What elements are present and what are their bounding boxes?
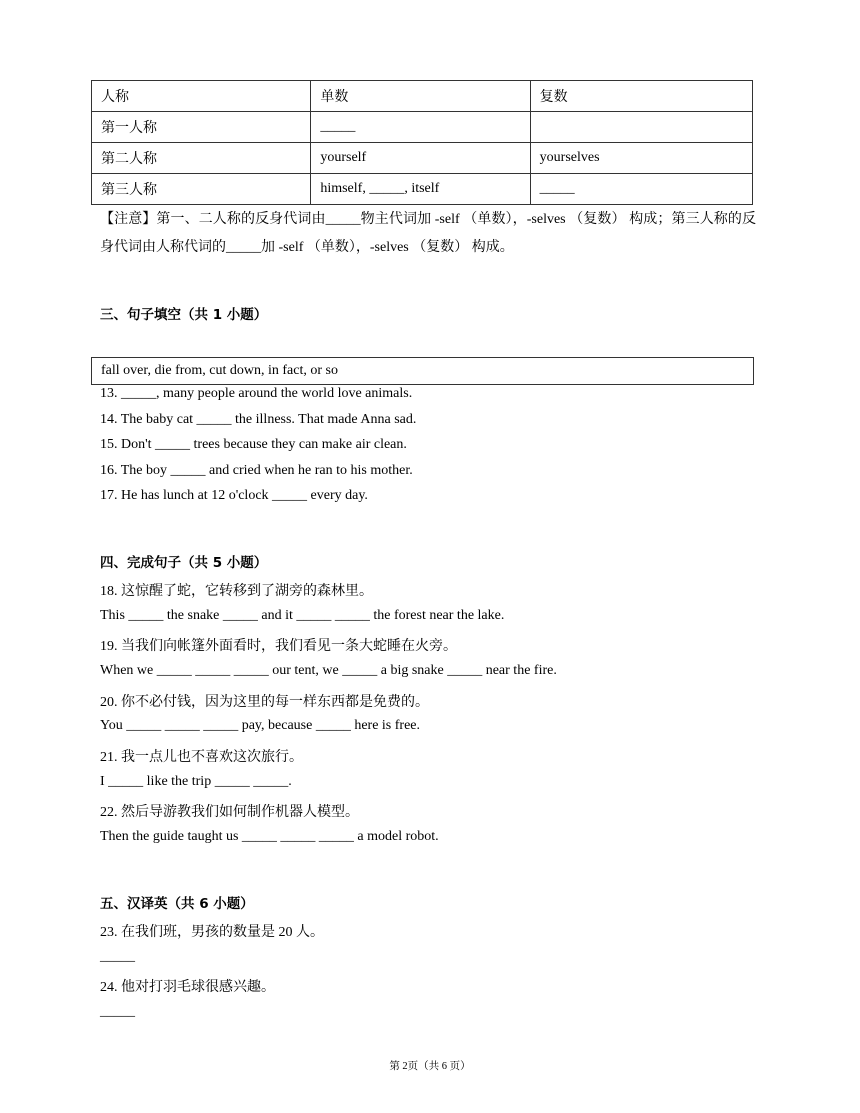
word-bank-box: fall over, die from, cut down, in fact, or so [91, 357, 754, 385]
question-english: When we _____ _____ _____ our tent, we _____ a big snake _____ near the fire. [100, 663, 557, 678]
table-row [92, 112, 753, 143]
question-item: 17. He has lunch at 12 o'clock _____ every day. [100, 488, 368, 503]
table-cell: _____ [311, 112, 530, 143]
table-cell: _____ [530, 174, 752, 205]
question-item: 16. The boy _____ and cried when he ran to his mother. [100, 463, 413, 478]
table-row [92, 143, 753, 174]
table-cell: 人称 [92, 81, 311, 112]
pronoun-table [91, 80, 753, 205]
section-heading-3: 三、句子填空（共 1 小题） [100, 307, 268, 323]
table-cell: 复数 [530, 81, 752, 112]
answer-blank: _____ [100, 1004, 135, 1019]
question-english: Then the guide taught us _____ _____ _____ a model robot. [100, 829, 439, 844]
question-chinese: 19. 当我们向帐篷外面看时，我们看见一条大蛇睡在火旁。 [100, 639, 457, 654]
table-cell: 第二人称 [92, 143, 311, 174]
question-chinese: 21. 我一点儿也不喜欢这次旅行。 [100, 750, 303, 765]
question-item: 14. The baby cat _____ the illness. That made Anna sad. [100, 412, 417, 427]
note-paragraph: 【注意】第一、二人称的反身代词由_____物主代词加 -self （单数），-selves （复数） 构成；第三人称的反身代词由人称代词的_____加 -self （单数），-selves （复数） 构成。 [100, 212, 756, 255]
table-cell: yourself [311, 143, 530, 174]
question-chinese: 24. 他对打羽毛球很感兴趣。 [100, 980, 275, 995]
question-item: 13. _____, many people around the world love animals. [100, 386, 413, 401]
section-heading-4: 四、完成句子（共 5 小题） [100, 555, 268, 571]
question-chinese: 20. 你不必付钱，因为这里的每一样东西都是免费的。 [100, 695, 429, 710]
question-chinese: 18. 这惊醒了蛇，它转移到了湖旁的森林里。 [100, 584, 373, 599]
table-row [92, 81, 753, 112]
answer-blank: _____ [100, 949, 135, 964]
table-cell: himself, _____, itself [311, 174, 530, 205]
question-english: I _____ like the trip _____ _____. [100, 774, 292, 789]
table-cell [530, 112, 752, 143]
question-chinese: 23. 在我们班，男孩的数量是 20 人。 [100, 925, 324, 940]
table-cell: yourselves [530, 143, 752, 174]
table-cell: 单数 [311, 81, 530, 112]
question-item: 15. Don't _____ trees because they can make air clean. [100, 437, 407, 452]
table-row [92, 174, 753, 205]
section-heading-5: 五、汉译英（共 6 小题） [100, 896, 254, 912]
page-footer: 第 2页（共 6 页） [389, 1061, 471, 1072]
table-cell: 第三人称 [92, 174, 311, 205]
table-cell: 第一人称 [92, 112, 311, 143]
question-chinese: 22. 然后导游教我们如何制作机器人模型。 [100, 805, 359, 820]
question-english: This _____ the snake _____ and it _____ _____ the forest near the lake. [100, 608, 505, 623]
question-english: You _____ _____ _____ pay, because _____ here is free. [100, 718, 420, 733]
